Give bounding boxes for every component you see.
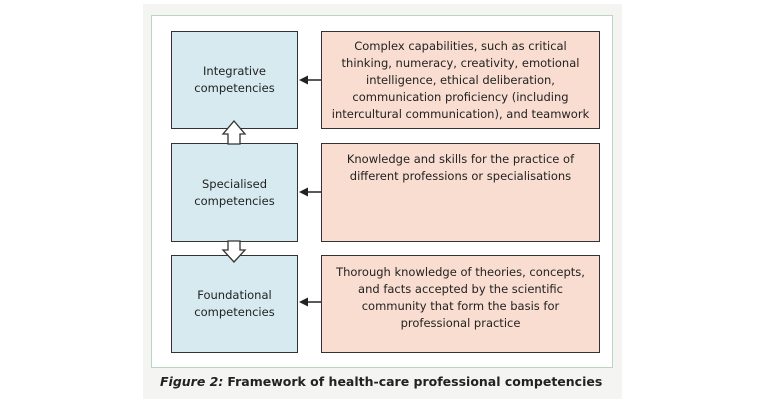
foundational-competencies-label: Foundational competencies [194, 288, 275, 319]
integrative-description-box: Complex capabilities, such as critical thinking, numeracy, creativity, emotional intelligence, ethical deliberation, communication proficiency (including intercultural communication), and teamwork [321, 31, 600, 129]
specialised-competencies-box [171, 143, 298, 242]
figure-caption-label: Figure 2: [160, 374, 224, 389]
figure-caption-title: Framework of health-care professional competencies [227, 374, 603, 389]
figure-caption [160, 374, 602, 389]
specialised-competencies-label: Specialised competencies [194, 176, 275, 208]
foundational-competencies-box [171, 255, 298, 353]
foundational-description-box: Thorough knowledge of theories, concepts, and facts accepted by the scientific community that form the basis for professional practice [321, 255, 600, 353]
integrative-competencies-box [171, 31, 298, 129]
integrative-competencies-label: Integrative competencies [194, 64, 275, 95]
specialised-description-box: Knowledge and skills for the practice of different professions or specialisations [321, 143, 600, 242]
